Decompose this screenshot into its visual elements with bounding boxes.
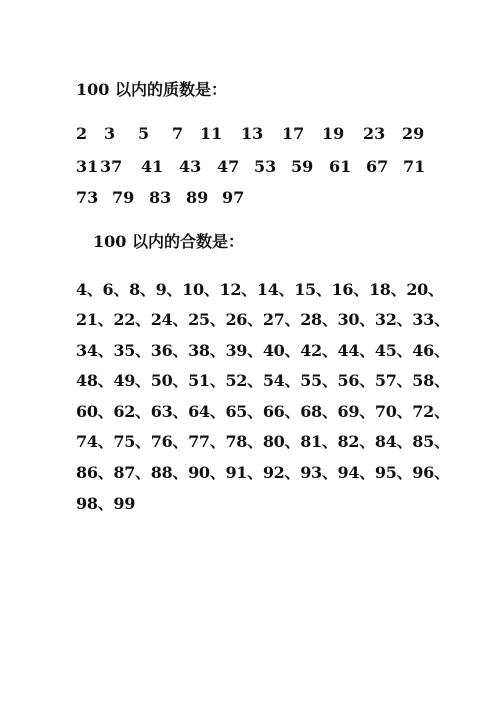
prime-number: 71 [403, 157, 426, 176]
prime-number: 17 [282, 124, 305, 143]
primes-row [76, 122, 436, 146]
composites-line: 98、99 [76, 494, 136, 513]
prime-number: 11 [200, 124, 223, 143]
prime-number: 29 [402, 124, 425, 143]
prime-number: 83 [149, 188, 172, 207]
prime-number: 47 [217, 157, 240, 176]
prime-number: 7 [172, 124, 184, 143]
prime-number: 13 [241, 124, 264, 143]
prime-number: 61 [329, 157, 352, 176]
prime-number: 19 [322, 124, 345, 143]
composites-line: 4、6、8、9、10、12、14、15、16、18、20、 [76, 280, 444, 299]
prime-number: 73 [76, 188, 99, 207]
composites-line: 60、62、63、64、65、66、68、69、70、72、 [76, 402, 450, 421]
composites-line: 48、49、50、51、52、54、55、56、57、58、 [76, 371, 450, 390]
prime-number: 97 [222, 188, 245, 207]
prime-number: 5 [138, 124, 150, 143]
prime-number: 43 [179, 157, 202, 176]
composites-line: 86、87、88、90、91、92、93、94、95、96、 [76, 463, 450, 482]
prime-number: 31 [76, 157, 99, 176]
prime-number: 79 [112, 188, 135, 207]
prime-number: 41 [141, 157, 164, 176]
prime-number: 59 [291, 157, 314, 176]
prime-number: 53 [254, 157, 277, 176]
prime-number: 3 [104, 124, 116, 143]
prime-number: 89 [186, 188, 209, 207]
primes-heading: 100 以内的质数是： [76, 80, 227, 99]
composites-line: 74、75、76、77、78、80、81、82、84、85、 [76, 432, 450, 451]
prime-number: 67 [366, 157, 389, 176]
composites-line: 34、35、36、38、39、40、42、44、45、46、 [76, 341, 450, 360]
primes-row [76, 155, 436, 179]
prime-number: 37 [100, 157, 123, 176]
prime-number: 2 [76, 124, 88, 143]
prime-number: 23 [363, 124, 386, 143]
composites-line: 21、22、24、25、26、27、28、30、32、33、 [76, 310, 450, 329]
composites-heading: 100 以内的合数是： [93, 232, 244, 251]
primes-row [76, 186, 436, 210]
